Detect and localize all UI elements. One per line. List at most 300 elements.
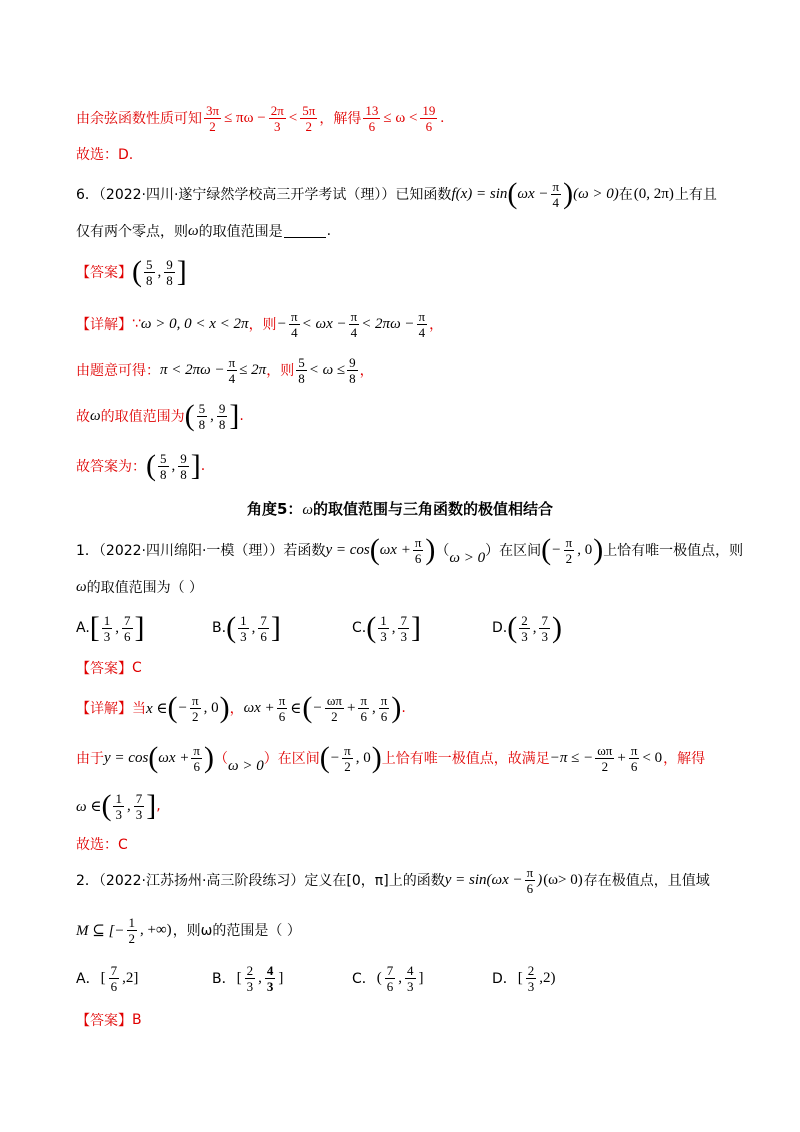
math-text: ω ∈: [76, 798, 102, 815]
math-text: +: [346, 699, 356, 716]
fraction: [413, 535, 424, 566]
bracket: (: [507, 177, 518, 210]
option-label: C．: [352, 971, 376, 987]
denominator: 2: [128, 930, 136, 946]
math-text: y = cos: [104, 749, 149, 766]
denominator: 6: [193, 758, 200, 774]
bracket: [: [89, 611, 100, 644]
denominator: 4: [350, 324, 358, 340]
numerator: π: [191, 692, 199, 708]
numerator: 7: [110, 962, 118, 978]
denominator: 4: [291, 324, 298, 340]
denominator: 8: [146, 272, 153, 288]
denominator: 6: [124, 628, 131, 644]
math-text: (ω> 0): [543, 871, 583, 888]
question-text: .: [326, 223, 332, 239]
bracket: (: [507, 611, 518, 644]
numerator: 9: [349, 354, 356, 370]
bracket: (: [101, 789, 112, 822]
option-d[interactable]: [492, 613, 562, 644]
numerator: 2: [521, 612, 528, 628]
denominator: 6: [368, 118, 376, 134]
fraction: [217, 401, 228, 432]
bracket: (: [366, 611, 377, 644]
math-text: ): [537, 871, 543, 888]
math-text: (0, 2π): [633, 185, 674, 202]
fraction: [417, 309, 428, 340]
choose-line: [76, 144, 740, 164]
math-expression: [104, 743, 214, 774]
denominator: 8: [166, 272, 173, 288]
answer-2: [76, 1010, 740, 1030]
denominator: 3: [274, 118, 281, 134]
option-a[interactable]: [76, 963, 139, 994]
bracket: ]: [229, 399, 240, 432]
solution-text: ，解得: [319, 111, 362, 127]
bracket: (: [146, 449, 156, 482]
fraction: [158, 451, 169, 482]
question-text: （: [435, 543, 450, 559]
math-text: ω: [302, 502, 313, 518]
question-text: 2．（2022·江苏扬州·高三阶段练习）定义在[0，π]上的函数: [76, 873, 445, 889]
denominator: 6: [386, 978, 394, 994]
numerator: π: [193, 742, 200, 758]
numerator: 2: [527, 962, 535, 978]
math-text: ωx +: [243, 699, 275, 716]
comma: ,: [171, 457, 176, 474]
question-2-options: [76, 956, 740, 1000]
fraction: [238, 613, 249, 644]
answer-label: 【答案】: [76, 1013, 132, 1029]
bracket: [: [517, 969, 523, 986]
denominator: 2: [192, 708, 199, 724]
denominator: 2: [209, 118, 216, 134]
question-6-stem: [76, 172, 740, 216]
detail-text: ）在区间: [263, 751, 320, 767]
bracket: ]: [190, 449, 201, 482]
detail-text: 上恰有唯一极值点，故满足: [381, 751, 550, 767]
heading-text: 的取值范围与三角函数的极值相结合: [313, 500, 554, 518]
math-text: ω: [90, 407, 101, 424]
detail-text: ，则: [248, 317, 277, 333]
bracket: (: [226, 611, 237, 644]
option-b[interactable]: [212, 613, 281, 644]
denominator: 8: [349, 370, 356, 386]
math-text: −: [552, 541, 561, 558]
range-value: [185, 401, 240, 432]
option-label: C.: [352, 620, 367, 636]
math-expression: [320, 743, 382, 774]
bracket: (: [132, 255, 142, 288]
detail-label: 【详解】: [76, 701, 132, 717]
detail-text: ,: [156, 798, 161, 814]
denominator: 3: [407, 978, 414, 994]
math-text: ω > 0: [227, 757, 264, 774]
fraction: [551, 179, 562, 210]
detail-text: 由于: [76, 751, 104, 767]
fraction: [109, 963, 120, 994]
math-expression: [146, 693, 230, 724]
bracket: ]: [270, 611, 281, 644]
fraction: [190, 693, 201, 724]
detail-text: 故答案为：: [76, 459, 146, 475]
comma: ,: [157, 263, 162, 280]
numerator: 1: [115, 790, 122, 806]
numerator: 19: [422, 102, 436, 118]
numerator: 2π: [270, 102, 284, 118]
bracket: ]: [176, 255, 187, 288]
numerator: 1: [380, 612, 387, 628]
math-text: x ∈: [146, 700, 168, 717]
numerator: 7: [260, 612, 267, 628]
question-1-line2: [76, 576, 740, 598]
question-1-stem: [76, 528, 744, 572]
math-text: ≤ ω <: [383, 109, 418, 126]
math-text: M ⊆ [−: [76, 922, 125, 939]
denominator: 3: [115, 806, 122, 822]
fraction: [178, 451, 189, 482]
detail-text: .: [239, 408, 244, 424]
denominator: 6: [414, 550, 422, 566]
numerator: ωπ: [326, 692, 342, 708]
numerator: 9: [180, 450, 187, 466]
answer-value: [132, 257, 187, 288]
question-text: 6．（2022·四川·遂宁绿然学校高三开学考试（理））已知函数: [76, 187, 452, 203]
detail-1-line2: [76, 736, 740, 780]
numerator: ωπ: [597, 742, 613, 758]
fraction: [289, 309, 300, 340]
fraction: [269, 103, 286, 134]
detail-text: ，: [359, 363, 374, 379]
numerator: π: [565, 534, 573, 550]
choice-result: 故选：D.: [76, 147, 134, 163]
numerator: 4: [407, 962, 414, 978]
question-2-line2: [76, 908, 740, 952]
option-label: A.: [76, 620, 90, 636]
math-text: ω: [188, 222, 199, 239]
option-c[interactable]: [352, 963, 425, 994]
answer-1: [76, 658, 740, 678]
choice-result: 故选：C: [76, 837, 128, 853]
numerator: 7: [135, 790, 143, 806]
comma: ,: [115, 619, 120, 636]
math-text: ≤ 2π: [239, 361, 267, 378]
fraction: [134, 791, 145, 822]
solution-line-cosine: [76, 96, 740, 140]
fraction: [227, 355, 238, 386]
comma: ,: [126, 797, 131, 814]
option-label: A．: [76, 971, 100, 987]
fraction: [204, 103, 221, 134]
option-label: B.: [212, 620, 227, 636]
fraction: [629, 743, 640, 774]
denominator: 4: [228, 370, 236, 386]
denominator: 4: [552, 194, 560, 210]
math-text: ω > 0: [449, 549, 486, 566]
option-label: D．: [492, 971, 517, 987]
numerator: 9: [166, 256, 173, 272]
denominator: 3: [527, 978, 535, 994]
detail-6-line3: [76, 394, 740, 438]
numerator: π: [350, 308, 358, 324]
math-text: −: [178, 699, 187, 716]
fraction: [420, 103, 437, 134]
fraction: [144, 257, 155, 288]
question-2-stem: [76, 858, 740, 902]
fraction: [325, 693, 344, 724]
numerator: π: [526, 864, 534, 880]
denominator: 3: [246, 978, 254, 994]
bracket: (: [541, 533, 552, 566]
denominator: 3: [135, 806, 143, 822]
math-text: , 0: [203, 699, 219, 716]
option-b[interactable]: [212, 963, 284, 994]
numerator: 5: [160, 450, 167, 466]
question-text: 1．（2022·四川绵阳·一模（理））若函数: [76, 543, 326, 559]
question-text: 的取值范围是: [198, 224, 283, 240]
question-1-options: [76, 606, 740, 650]
question-text: 上有且: [674, 187, 717, 203]
answer-label: 【答案】: [76, 661, 132, 677]
numerator: 7: [124, 612, 131, 628]
numerator: π: [630, 742, 638, 758]
bracket: ): [219, 691, 230, 724]
bracket: (: [319, 741, 330, 774]
math-text: < 0: [642, 749, 663, 766]
denominator: 6: [278, 708, 286, 724]
bracket: ): [563, 177, 574, 210]
fraction: [265, 963, 276, 994]
numerator: 7: [541, 612, 548, 628]
bracket: ): [551, 611, 562, 644]
numerator: π: [344, 742, 351, 758]
denominator: 8: [298, 370, 305, 386]
math-expression: [550, 743, 663, 774]
detail-6-line1: [76, 302, 740, 346]
option-a[interactable]: [76, 613, 145, 644]
fraction: [300, 103, 317, 134]
fraction: [379, 693, 390, 724]
math-text: ωx +: [379, 541, 411, 558]
math-text: ≤ πω −: [224, 109, 266, 126]
fraction: [539, 613, 550, 644]
numerator: π: [278, 692, 286, 708]
denominator: 8: [180, 466, 187, 482]
option-d[interactable]: [492, 963, 557, 994]
denominator: 3: [266, 978, 274, 994]
question-text: ，则ω的范围是（ ）: [172, 923, 301, 939]
fraction: [349, 309, 360, 340]
math-text: < ω ≤: [308, 361, 346, 378]
fraction: [405, 963, 416, 994]
math-text: < 2πω −: [361, 315, 415, 332]
comma: ,: [251, 619, 256, 636]
math-text: ω > 0, 0 < x < 2π: [140, 315, 249, 332]
math-text: −: [330, 749, 340, 766]
bracket: (: [369, 533, 380, 566]
question-text: ）在区间: [485, 543, 542, 559]
because-symbol: ∵: [132, 316, 141, 332]
denominator: 8: [198, 416, 206, 432]
fraction: [398, 613, 409, 644]
fraction: [127, 915, 138, 946]
answer-blank: [284, 225, 326, 238]
fraction: [197, 401, 208, 432]
denominator: 2: [331, 708, 338, 724]
fraction: [296, 355, 307, 386]
option-label: B．: [212, 971, 236, 987]
math-text: f(x) = sin: [451, 185, 508, 202]
denominator: 2: [601, 758, 609, 774]
math-text: +: [617, 749, 626, 766]
detail-text: 的取值范围为: [100, 409, 185, 425]
numerator: 4: [266, 962, 274, 978]
question-text: 仅有两个零点，则: [76, 224, 188, 240]
math-text: .: [440, 109, 445, 126]
denominator: 8: [218, 416, 226, 432]
fraction: [519, 613, 530, 644]
fraction: [595, 743, 614, 774]
question-text: 上恰有唯一极值点，则: [603, 543, 744, 559]
solution-text: 由余弦函数性质可知: [76, 111, 202, 127]
detail-text: .: [200, 458, 206, 474]
section-heading: [0, 498, 800, 519]
detail-label: 【详解】: [76, 317, 132, 333]
denominator: 3: [380, 628, 387, 644]
denominator: 2: [565, 550, 573, 566]
question-text: 在: [618, 187, 633, 203]
bracket: ): [593, 533, 604, 566]
numerator: π: [291, 308, 298, 324]
detail-text: 当: [132, 701, 146, 717]
numerator: 5: [298, 354, 305, 370]
denominator: 6: [260, 628, 267, 644]
bracket: [: [236, 969, 242, 986]
numerator: 3π: [206, 102, 220, 118]
bracket: (: [148, 741, 159, 774]
numerator: 7: [400, 612, 407, 628]
numerator: 9: [218, 400, 226, 416]
bracket: (: [167, 691, 178, 724]
math-text: ,2): [539, 969, 556, 986]
numerator: π: [228, 354, 236, 370]
detail-text: ，: [229, 701, 244, 717]
detail-1-line1: [76, 686, 740, 730]
math-expression: [76, 791, 156, 822]
bracket: ]: [278, 969, 284, 986]
option-label: D.: [492, 620, 508, 636]
fraction: [245, 963, 256, 994]
denominator: 2: [344, 758, 351, 774]
fraction: [191, 743, 202, 774]
fraction: [525, 865, 536, 896]
bracket: ]: [146, 789, 157, 822]
comma: ,: [258, 969, 262, 986]
option-c[interactable]: [352, 613, 421, 644]
bracket: ): [391, 691, 402, 724]
fraction: [342, 743, 353, 774]
denominator: 3: [400, 628, 407, 644]
detail-text: ，则: [266, 363, 295, 379]
numerator: π: [360, 692, 368, 708]
bracket: ): [203, 741, 214, 774]
answer-6: [76, 250, 740, 294]
math-text: −π ≤ −: [549, 749, 594, 766]
denominator: 3: [240, 628, 247, 644]
denominator: 6: [425, 118, 433, 134]
fraction: [385, 963, 396, 994]
numerator: 5: [146, 256, 153, 272]
math-text: −: [277, 315, 287, 332]
math-text: , 0: [577, 541, 593, 558]
math-text: y = cos: [325, 541, 370, 558]
math-text: ,2]: [122, 969, 139, 986]
bracket: ): [425, 533, 436, 566]
detail-1-line3: [76, 784, 740, 828]
fraction: [363, 103, 380, 134]
math-text: (ω > 0): [573, 185, 619, 202]
numerator: π: [418, 308, 426, 324]
numerator: 5π: [302, 102, 316, 118]
comma: ,: [532, 619, 537, 636]
bracket: ]: [410, 611, 421, 644]
bracket: (: [302, 691, 313, 724]
math-text: y = sin(ωx −: [444, 871, 523, 888]
denominator: 2: [305, 118, 313, 134]
math-text: π < 2πω −: [160, 361, 225, 378]
math-text: ∈: [290, 700, 302, 717]
numerator: 5: [198, 400, 206, 416]
denominator: 4: [418, 324, 426, 340]
comma: ,: [391, 619, 396, 636]
math-text: ωx −: [517, 185, 549, 202]
choose-line-2: [76, 834, 740, 854]
math-text: , 0: [355, 749, 371, 766]
bracket: ]: [134, 611, 145, 644]
numerator: 1: [103, 612, 111, 628]
math-text: ω: [76, 578, 87, 595]
comma: ,: [398, 969, 403, 986]
numerator: 1: [128, 914, 136, 930]
detail-6-line4: [76, 444, 740, 488]
denominator: 6: [380, 708, 388, 724]
denominator: 3: [521, 628, 528, 644]
heading-text: 角度5：: [246, 500, 303, 518]
fraction: [102, 613, 113, 644]
question-text: 的取值范围为（ ）: [86, 580, 204, 596]
math-expression: [244, 693, 402, 724]
numerator: 1: [240, 612, 247, 628]
bracket: (: [376, 969, 382, 986]
denominator: 6: [110, 978, 118, 994]
question-text: 存在极值点，且值域: [583, 873, 710, 889]
fraction: [347, 355, 358, 386]
fraction: [258, 613, 269, 644]
numerator: 13: [365, 102, 379, 118]
question-6-line2: [76, 220, 740, 242]
comma: ,: [372, 699, 376, 716]
denominator: 3: [541, 628, 548, 644]
answer-value: C: [132, 660, 142, 676]
detail-6-line2: [76, 348, 740, 392]
fraction: [164, 257, 175, 288]
numerator: π: [552, 178, 560, 194]
denominator: 6: [360, 708, 367, 724]
numerator: 2: [246, 962, 254, 978]
bracket: ]: [418, 969, 424, 986]
denominator: 6: [630, 758, 638, 774]
fraction: [564, 535, 575, 566]
